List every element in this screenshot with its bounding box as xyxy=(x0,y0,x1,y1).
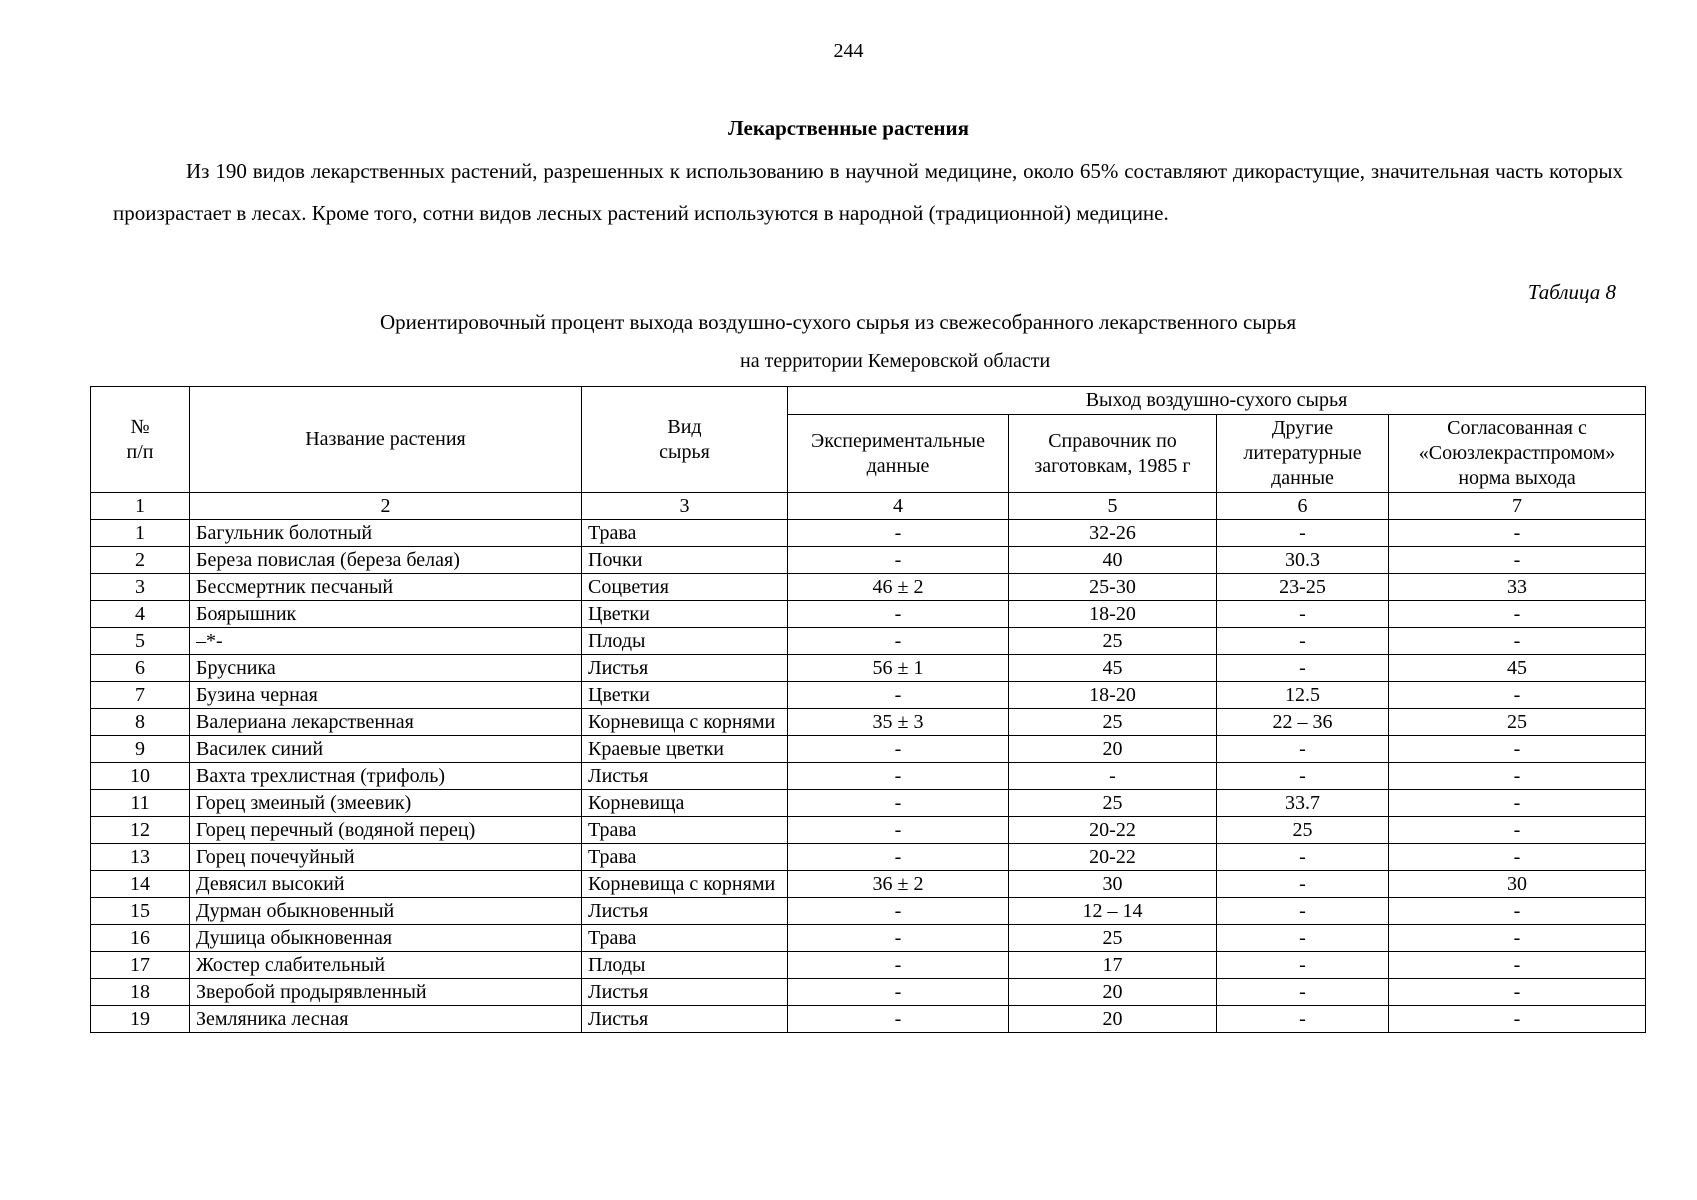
row-number-cell: 17 xyxy=(91,952,190,979)
row-number-cell: 19 xyxy=(91,1006,190,1033)
literature-cell: 25 xyxy=(1217,817,1389,844)
raw-type-cell: Плоды xyxy=(582,628,788,655)
table-row xyxy=(91,763,1646,790)
norm-cell: - xyxy=(1389,898,1646,925)
col-number: 1 xyxy=(91,493,190,520)
header-type: Вид сырья xyxy=(582,387,788,493)
row-number-cell: 5 xyxy=(91,628,190,655)
table-row xyxy=(91,574,1646,601)
row-number-cell: 7 xyxy=(91,682,190,709)
norm-cell: - xyxy=(1389,682,1646,709)
experimental-cell: - xyxy=(788,736,1009,763)
header-exp: Экспериментальные данные xyxy=(788,415,1009,493)
table-caption-line1: Ориентировочный процент выхода воздушно-сухого сырья из свежесобранного лекарственного сырья xyxy=(380,310,1297,334)
literature-cell: 30.3 xyxy=(1217,547,1389,574)
norm-cell: - xyxy=(1389,844,1646,871)
plant-name-cell: Вахта трехлистная (трифоль) xyxy=(190,763,582,790)
col-number: 2 xyxy=(190,493,582,520)
experimental-cell: - xyxy=(788,1006,1009,1033)
table-row xyxy=(91,601,1646,628)
plant-name-cell: Боярышник xyxy=(190,601,582,628)
reference-cell: 25 xyxy=(1009,628,1217,655)
literature-cell: - xyxy=(1217,655,1389,682)
literature-cell: - xyxy=(1217,925,1389,952)
plant-name-cell: Горец перечный (водяной перец) xyxy=(190,817,582,844)
header-ref: Справочник по заготовкам, 1985 г xyxy=(1009,415,1217,493)
table-row xyxy=(91,655,1646,682)
table-row xyxy=(91,736,1646,763)
norm-cell: - xyxy=(1389,979,1646,1006)
literature-cell: - xyxy=(1217,844,1389,871)
norm-cell: - xyxy=(1389,952,1646,979)
table-row xyxy=(91,898,1646,925)
literature-cell: 22 – 36 xyxy=(1217,709,1389,736)
table-row xyxy=(91,871,1646,898)
reference-cell: 12 – 14 xyxy=(1009,898,1217,925)
norm-cell: - xyxy=(1389,628,1646,655)
table-row xyxy=(91,1006,1646,1033)
section-title: Лекарственные растения xyxy=(728,116,969,140)
table-row xyxy=(91,844,1646,871)
row-number-cell: 6 xyxy=(91,655,190,682)
plant-name-cell: Василек синий xyxy=(190,736,582,763)
row-number-cell: 8 xyxy=(91,709,190,736)
table-row xyxy=(91,628,1646,655)
norm-cell: - xyxy=(1389,1006,1646,1033)
norm-cell: - xyxy=(1389,790,1646,817)
reference-cell: 30 xyxy=(1009,871,1217,898)
table-row xyxy=(91,790,1646,817)
experimental-cell: - xyxy=(788,952,1009,979)
header-name: Название растения xyxy=(190,387,582,493)
experimental-cell: - xyxy=(788,979,1009,1006)
row-number-cell: 3 xyxy=(91,574,190,601)
plant-name-cell: Дурман обыкновенный xyxy=(190,898,582,925)
literature-cell: - xyxy=(1217,979,1389,1006)
experimental-cell: - xyxy=(788,817,1009,844)
raw-type-cell: Листья xyxy=(582,763,788,790)
reference-cell: 20 xyxy=(1009,736,1217,763)
reference-cell: 20-22 xyxy=(1009,844,1217,871)
header-lit: Другие литературные данные xyxy=(1217,415,1389,493)
norm-cell: 45 xyxy=(1389,655,1646,682)
experimental-cell: - xyxy=(788,844,1009,871)
table-row xyxy=(91,817,1646,844)
norm-cell: 25 xyxy=(1389,709,1646,736)
row-number-cell: 10 xyxy=(91,763,190,790)
raw-type-cell: Трава xyxy=(582,925,788,952)
experimental-cell: 46 ± 2 xyxy=(788,574,1009,601)
plant-name-cell: Душица обыкновенная xyxy=(190,925,582,952)
literature-cell: - xyxy=(1217,763,1389,790)
raw-type-cell: Корневища с корнями xyxy=(582,871,788,898)
raw-type-cell: Цветки xyxy=(582,682,788,709)
plant-name-cell: Горец почечуйный xyxy=(190,844,582,871)
raw-type-cell: Листья xyxy=(582,898,788,925)
raw-type-cell: Трава xyxy=(582,817,788,844)
header-norm: Согласованная с «Союзлекрастпромом» норма выхода xyxy=(1389,415,1646,493)
col-number: 3 xyxy=(582,493,788,520)
col-number: 6 xyxy=(1217,493,1389,520)
table-row xyxy=(91,520,1646,547)
norm-cell: - xyxy=(1389,763,1646,790)
reference-cell: 25 xyxy=(1009,790,1217,817)
reference-cell: 20 xyxy=(1009,1006,1217,1033)
row-number-cell: 11 xyxy=(91,790,190,817)
plant-name-cell: Валериана лекарственная xyxy=(190,709,582,736)
literature-cell: - xyxy=(1217,952,1389,979)
experimental-cell: 36 ± 2 xyxy=(788,871,1009,898)
plant-name-cell: Бессмертник песчаный xyxy=(190,574,582,601)
row-number-cell: 12 xyxy=(91,817,190,844)
reference-cell: 20-22 xyxy=(1009,817,1217,844)
experimental-cell: - xyxy=(788,790,1009,817)
yield-table xyxy=(90,386,1646,1033)
reference-cell: 25-30 xyxy=(1009,574,1217,601)
raw-type-cell: Корневища с корнями xyxy=(582,709,788,736)
norm-cell: 33 xyxy=(1389,574,1646,601)
raw-type-cell: Листья xyxy=(582,979,788,1006)
col-number: 7 xyxy=(1389,493,1646,520)
plant-name-cell: Береза повислая (береза белая) xyxy=(190,547,582,574)
raw-type-cell: Листья xyxy=(582,1006,788,1033)
raw-type-cell: Краевые цветки xyxy=(582,736,788,763)
plant-name-cell: Земляника лесная xyxy=(190,1006,582,1033)
table-row xyxy=(91,979,1646,1006)
experimental-cell: 56 ± 1 xyxy=(788,655,1009,682)
header-group: Выход воздушно-сухого сырья xyxy=(788,387,1646,415)
table-row xyxy=(91,952,1646,979)
row-number-cell: 2 xyxy=(91,547,190,574)
literature-cell: - xyxy=(1217,1006,1389,1033)
reference-cell: 25 xyxy=(1009,925,1217,952)
literature-cell: - xyxy=(1217,601,1389,628)
literature-cell: - xyxy=(1217,736,1389,763)
plant-name-cell: Горец змеиный (змеевик) xyxy=(190,790,582,817)
reference-cell: 18-20 xyxy=(1009,601,1217,628)
experimental-cell: - xyxy=(788,601,1009,628)
experimental-cell: - xyxy=(788,547,1009,574)
plant-name-cell: Багульник болотный xyxy=(190,520,582,547)
page-number: 244 xyxy=(833,40,864,62)
experimental-cell: - xyxy=(788,520,1009,547)
row-number-cell: 18 xyxy=(91,979,190,1006)
table-row xyxy=(91,709,1646,736)
norm-cell: - xyxy=(1389,736,1646,763)
row-number-cell: 9 xyxy=(91,736,190,763)
plant-name-cell: Бузина черная xyxy=(190,682,582,709)
experimental-cell: - xyxy=(788,628,1009,655)
raw-type-cell: Почки xyxy=(582,547,788,574)
plant-name-cell: Девясил высокий xyxy=(190,871,582,898)
reference-cell: 18-20 xyxy=(1009,682,1217,709)
raw-type-cell: Трава xyxy=(582,520,788,547)
reference-cell: 32-26 xyxy=(1009,520,1217,547)
norm-cell: - xyxy=(1389,817,1646,844)
norm-cell: 30 xyxy=(1389,871,1646,898)
row-number-cell: 1 xyxy=(91,520,190,547)
row-number-cell: 4 xyxy=(91,601,190,628)
intro-paragraph: Из 190 видов лекарственных растений, разрешенных к использованию в научной медицине, около 65% составляют дикорастущие, значительная часть которых произрастает в лесах. Кроме того, сотни видов лесных растений используются в народной (традиционной) медицине. xyxy=(113,159,1623,225)
plant-name-cell: Зверобой продырявленный xyxy=(190,979,582,1006)
plant-name-cell: –*- xyxy=(190,628,582,655)
literature-cell: - xyxy=(1217,898,1389,925)
experimental-cell: 35 ± 3 xyxy=(788,709,1009,736)
row-number-cell: 16 xyxy=(91,925,190,952)
raw-type-cell: Соцветия xyxy=(582,574,788,601)
norm-cell: - xyxy=(1389,601,1646,628)
row-number-cell: 13 xyxy=(91,844,190,871)
reference-cell: - xyxy=(1009,763,1217,790)
table-body xyxy=(91,520,1646,1033)
experimental-cell: - xyxy=(788,763,1009,790)
literature-cell: 33.7 xyxy=(1217,790,1389,817)
reference-cell: 25 xyxy=(1009,709,1217,736)
table-label: Таблица 8 xyxy=(1527,280,1616,304)
norm-cell: - xyxy=(1389,520,1646,547)
experimental-cell: - xyxy=(788,898,1009,925)
plant-name-cell: Жостер слабительный xyxy=(190,952,582,979)
literature-cell: 12.5 xyxy=(1217,682,1389,709)
header-num: № п/п xyxy=(91,387,190,493)
plant-name-cell: Брусника xyxy=(190,655,582,682)
literature-cell: 23-25 xyxy=(1217,574,1389,601)
reference-cell: 45 xyxy=(1009,655,1217,682)
row-number-cell: 14 xyxy=(91,871,190,898)
raw-type-cell: Листья xyxy=(582,655,788,682)
reference-cell: 40 xyxy=(1009,547,1217,574)
row-number-cell: 15 xyxy=(91,898,190,925)
raw-type-cell: Корневища xyxy=(582,790,788,817)
col-number: 4 xyxy=(788,493,1009,520)
table-row xyxy=(91,547,1646,574)
experimental-cell: - xyxy=(788,682,1009,709)
experimental-cell: - xyxy=(788,925,1009,952)
literature-cell: - xyxy=(1217,520,1389,547)
reference-cell: 20 xyxy=(1009,979,1217,1006)
table-row xyxy=(91,682,1646,709)
column-numbers-row xyxy=(91,493,1646,520)
raw-type-cell: Плоды xyxy=(582,952,788,979)
raw-type-cell: Цветки xyxy=(582,601,788,628)
raw-type-cell: Трава xyxy=(582,844,788,871)
table-caption-line2: на территории Кемеровской области xyxy=(740,350,1051,372)
table-row xyxy=(91,925,1646,952)
header-row-top xyxy=(91,387,1646,415)
literature-cell: - xyxy=(1217,628,1389,655)
col-number: 5 xyxy=(1009,493,1217,520)
norm-cell: - xyxy=(1389,547,1646,574)
norm-cell: - xyxy=(1389,925,1646,952)
reference-cell: 17 xyxy=(1009,952,1217,979)
literature-cell: - xyxy=(1217,871,1389,898)
